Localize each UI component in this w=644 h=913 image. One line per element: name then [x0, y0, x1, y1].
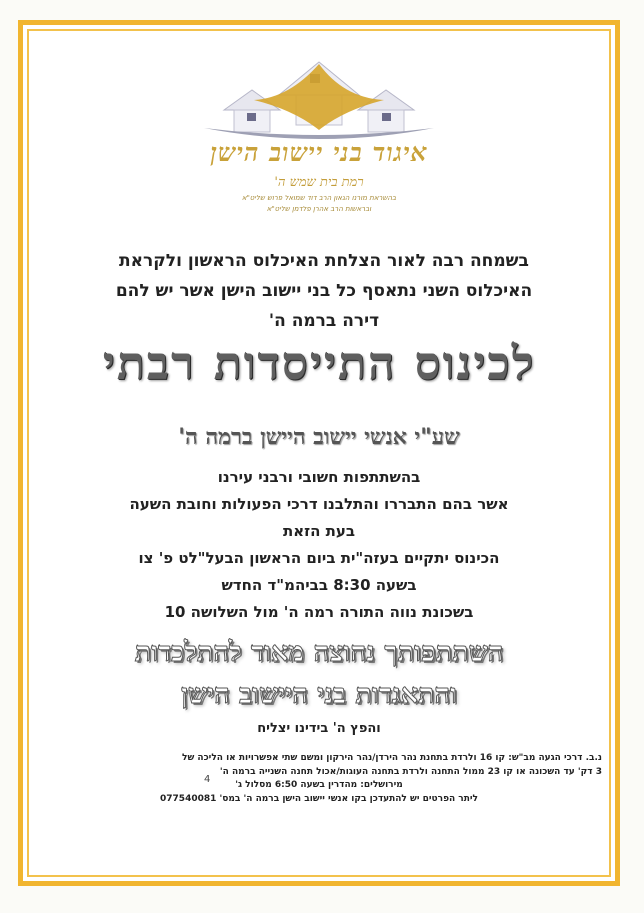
details-line: בעת הזאת [282, 522, 356, 540]
notes-line: 3 דק' עד השכונה או קו 23 ממול התחנה ולרדת בתחנה העוגות/אכול תחנה השנייה ברמה ה' [219, 766, 602, 777]
call-line: והתאגדות בני היישוב הישן [181, 679, 457, 710]
houses-roof-icon [194, 50, 444, 150]
small-mark: 4 [204, 774, 211, 785]
notes-line: מירושלים: מהדרין בשעה 6:50 מסלול ג' [235, 780, 403, 790]
logo-place-name: רמת בית שמש ה' [274, 175, 364, 190]
flyer-content [34, 36, 604, 870]
organization-logo [194, 50, 444, 230]
notes-line: נ.ב. דרכי הגעה מב"ש: קו 16 ולרדת בתחנת נהר הירדן/נהר הירקון ומשם שתי אפשרויות או הליכה של [182, 753, 602, 763]
details-line: הכינוס יתקיים בעזה"ית ביום הראשון הבעל"לט פ' צו [138, 549, 500, 567]
details-line: בשכונת נווה התורה רמה ה' מול השלושה 10 [164, 603, 474, 621]
logo-organization-name: איגוד בני יישוב הישן [210, 138, 428, 167]
intro-line: בשמחה רבה לאור הצלחת האיכלוס הראשון ולקראת [119, 251, 529, 271]
call-line: השתתפותך נחוצה מאוד להתלכדות [134, 637, 504, 668]
blessing-line: והפץ ה' בידינו יצליח [257, 721, 381, 736]
notes-line: ליתר הפרטים יש להתעדכן בקו אנשי יישוב הישן ברמה ה' במס' 077540081 [160, 793, 478, 804]
directions-notes [34, 752, 604, 806]
logo-tagline-1: בהשראת מורנו הגאון הרב דוד שמואל פרוש שליט"א [241, 194, 397, 202]
details-line: אשר בהם התבררו והתלבנו דרכי הפעולות וחובת השעה [129, 495, 509, 513]
intro-line: האיכלוס השני נתאסף כל בני יישוב הישן אשר יש להם [115, 281, 533, 301]
details-line: בשעה 8:30 בביהמ"ד החדש [221, 576, 417, 594]
call-to-action [34, 632, 604, 716]
details-line: בהשתתפות חשובי ורבני עירנו [217, 468, 421, 486]
subheadline: שע"י אנשי יישוב היישן ברמה ה' [178, 424, 460, 450]
main-headline: לכינוס התייסדות רבתי [102, 336, 536, 390]
intro-paragraph [74, 246, 574, 336]
event-details [34, 464, 604, 626]
logo-tagline-2: ובראשות הרב אהרן פלדמן שליט"א [266, 205, 372, 213]
intro-line: דירה ברמה ה' [268, 311, 380, 331]
